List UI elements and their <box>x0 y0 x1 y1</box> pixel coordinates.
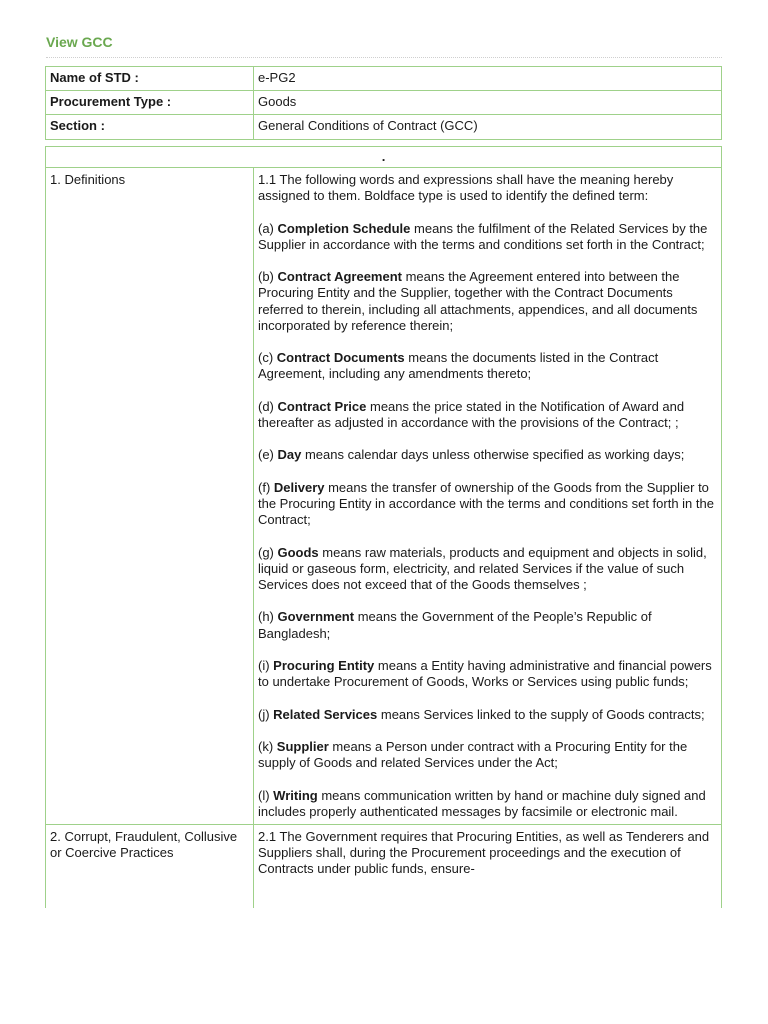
definition-text: means a Person under contract with a Procuring Entity for the supply of Goods and related Services under the Act; <box>258 738 688 771</box>
clause-text-corrupt-practices: 2.1 The Government requires that Procuring Entities, as well as Tenderers and Suppliers shall, during the Procurement proceedings and the execution of Contracts under public funds, ensure- <box>254 824 722 907</box>
definition-term: Procuring Entity <box>273 657 375 673</box>
definition-term: Delivery <box>273 479 325 495</box>
section-value: General Conditions of Contract (GCC) <box>254 115 722 139</box>
table-row <box>46 115 722 139</box>
definition-text: means the documents listed in the Contract Agreement, including any amendments thereto; <box>258 350 659 382</box>
definition-term: Government <box>277 609 355 625</box>
definition-prefix: (j) <box>258 706 274 722</box>
definition-prefix: (c) <box>258 350 277 366</box>
definition-term: Contract Agreement <box>277 269 402 285</box>
clause-label-definitions: 1. Definitions <box>46 168 254 825</box>
definition-text: means raw materials, products and equipment and objects in solid, liquid or gaseous form, electricity, and related Services if the value of such Services does not exceed that of the Goods themselves ; <box>258 544 707 592</box>
definition-item <box>258 399 717 431</box>
std-name-value: e-PG2 <box>254 67 722 91</box>
definition-text: means Services linked to the supply of Goods contracts; <box>377 706 705 722</box>
table-row <box>46 168 722 825</box>
definition-item <box>258 447 717 463</box>
definition-text: means calendar days unless otherwise specified as working days; <box>301 447 685 463</box>
definition-item <box>258 350 717 382</box>
definition-item <box>258 269 717 334</box>
definition-item <box>258 221 717 253</box>
definition-item <box>258 707 717 723</box>
clause-text-definitions <box>254 168 722 825</box>
definition-text: means the transfer of ownership of the Goods from the Supplier to the Procuring Entity in accordance with the terms and conditions set forth in the Contract; <box>258 479 714 528</box>
table-header-row <box>46 147 722 168</box>
table-row <box>46 824 722 907</box>
definition-prefix: (e) <box>258 447 278 463</box>
procurement-type-label: Procurement Type : <box>46 91 254 115</box>
std-info-table <box>45 66 722 140</box>
definition-prefix: (l) <box>258 787 274 803</box>
title-divider <box>46 57 722 58</box>
section-label: Section : <box>46 115 254 139</box>
definition-text: means a Entity having administrative and financial powers to undertake Procurement of Goods, Works or Services using public funds; <box>258 657 712 690</box>
definition-prefix: (b) <box>258 269 278 285</box>
table-header-cell: . <box>46 147 722 168</box>
definition-term: Writing <box>273 787 318 803</box>
definition-term: Goods <box>277 544 319 560</box>
gcc-clauses-table <box>45 146 722 908</box>
definition-term: Completion Schedule <box>277 220 411 236</box>
definition-text: means the fulfilment of the Related Services by the Supplier in accordance with the terms and conditions set forth in the Contract; <box>258 220 708 252</box>
definition-text: means the price stated in the Notification of Award and thereafter as adjusted in accordance with the provisions of the Contract; ; <box>258 398 685 430</box>
definition-item <box>258 609 717 641</box>
page-title: View GCC <box>46 34 113 50</box>
std-name-label: Name of STD : <box>46 67 254 91</box>
definition-text: means communication written by hand or machine duly signed and includes properly authenticated messages by facsimile or electronic mail. <box>258 787 706 819</box>
table-row <box>46 91 722 115</box>
definition-prefix: (g) <box>258 544 278 560</box>
definition-prefix: (f) <box>258 479 274 495</box>
definition-item <box>258 545 717 594</box>
definition-term: Contract Documents <box>276 350 405 366</box>
definition-term: Related Services <box>273 706 378 722</box>
definition-item <box>258 739 717 771</box>
definition-prefix: (a) <box>258 220 278 236</box>
definition-text: means the Government of the People’s Republic of Bangladesh; <box>258 609 652 641</box>
definition-prefix: (d) <box>258 398 278 414</box>
procurement-type-value: Goods <box>254 91 722 115</box>
definition-term: Contract Price <box>277 398 367 414</box>
definition-text: means the Agreement entered into between the Procuring Entity and the Supplier, together with the Contract Documents referred to therein, including all attachments, appendices, and all documents incorporated by reference therein; <box>258 269 698 333</box>
definition-item <box>258 658 717 690</box>
definition-prefix: (i) <box>258 657 274 673</box>
table-row <box>46 67 722 91</box>
definitions-intro: 1.1 The following words and expressions shall have the meaning hereby assigned to them. Boldface type is used to identify the defined term: <box>258 172 674 204</box>
definition-prefix: (k) <box>258 738 277 754</box>
definition-prefix: (h) <box>258 609 278 625</box>
definitions-list <box>258 221 717 820</box>
definition-term: Day <box>277 447 302 463</box>
definition-item <box>258 480 717 529</box>
clause-label-corrupt-practices: 2. Corrupt, Fraudulent, Collusive or Coercive Practices <box>46 824 254 907</box>
definition-item <box>258 788 717 820</box>
definition-term: Supplier <box>276 738 329 754</box>
